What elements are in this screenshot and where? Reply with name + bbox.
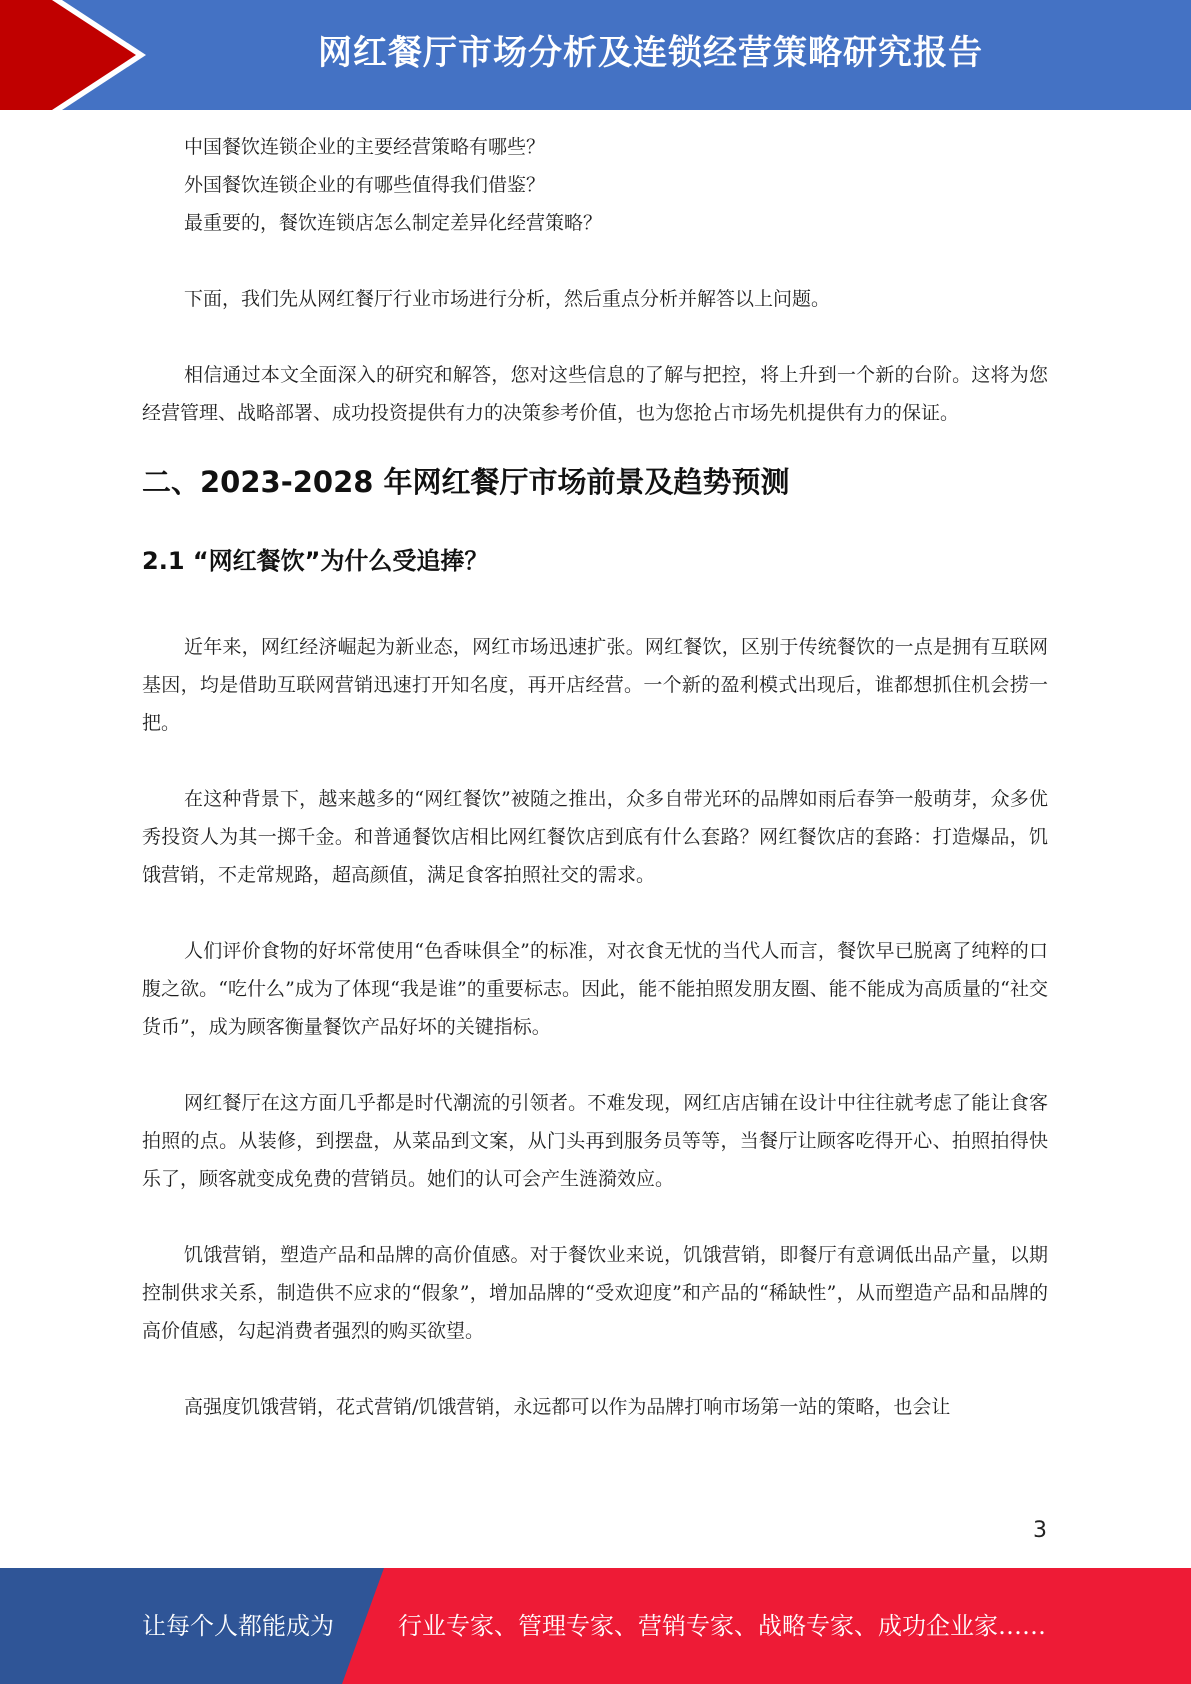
intro-paragraph-2: 相信通过本文全面深入的研究和解答，您对这些信息的了解与把控，将上升到一个新的台阶。这将为您经营管理、战略部署、成功投资提供有力的决策参考价值，也为您抢占市场先机提供有力的保证。 xyxy=(142,364,1048,424)
paragraph-2: 在这种背景下，越来越多的“网红餐饮”被随之推出，众多自带光环的品牌如雨后春笋一般萌芽，众多优秀投资人为其一掷千金。和普通餐饮店相比网红餐饮店到底有什么套路？网红餐饮店的套路：打造爆品，饥饿营销，不走常规路，超高颜值，满足食客拍照社交的需求。 xyxy=(142,788,1048,886)
intro-question-1: 中国餐饮连锁企业的主要经营策略有哪些？ xyxy=(184,136,546,158)
paragraph-6: 高强度饥饿营销，花式营销/饥饿营销，永远都可以作为品牌打响市场第一站的策略，也会让 xyxy=(184,1396,951,1418)
report-title: 网红餐厅市场分析及连锁经营策略研究报告 xyxy=(318,33,983,73)
intro-question-2: 外国餐饮连锁企业的有哪些值得我们借鉴？ xyxy=(184,174,546,196)
intro-question-3: 最重要的，餐饮连锁店怎么制定差异化经营策略？ xyxy=(184,212,603,234)
intro-paragraph-1: 下面，我们先从网红餐厅行业市场进行分析，然后重点分析并解答以上问题。 xyxy=(184,288,831,310)
page-footer xyxy=(0,1568,1191,1684)
paragraph-1: 近年来，网红经济崛起为新业态，网红市场迅速扩张。网红餐饮，区别于传统餐饮的一点是拥有互联网基因，均是借助互联网营销迅速打开知名度，再开店经营。一个新的盈利模式出现后，谁都想抓住机会捞一把。 xyxy=(142,636,1048,734)
header-chevron-icon xyxy=(0,0,160,110)
paragraph-5: 饥饿营销，塑造产品和品牌的高价值感。对于餐饮业来说，饥饿营销，即餐厅有意调低出品产量，以期控制供求关系，制造供不应求的“假象”，增加品牌的“受欢迎度”和产品的“稀缺性”，从而塑造产品和品牌的高价值感，勾起消费者强烈的购买欲望。 xyxy=(142,1244,1048,1342)
section-heading: 二、2023-2028 年网红餐厅市场前景及趋势预测 xyxy=(142,465,790,499)
page-header xyxy=(0,0,1191,110)
paragraph-4: 网红餐厅在这方面几乎都是时代潮流的引领者。不难发现，网红店店铺在设计中往往就考虑了能让食客拍照的点。从装修，到摆盘，从菜品到文案，从门头再到服务员等等，当餐厅让顾客吃得开心、拍照拍得快乐了，顾客就变成免费的营销员。她们的认可会产生涟漪效应。 xyxy=(142,1092,1048,1190)
subsection-heading: 2.1 “网红餐饮”为什么受追捧？ xyxy=(142,547,489,575)
paragraph-3: 人们评价食物的好坏常使用“色香味俱全”的标准，对衣食无忧的当代人而言，餐饮早已脱离了纯粹的口腹之欲。“吃什么”成为了体现“我是谁”的重要标志。因此，能不能拍照发朋友圈、能不能成为高质量的“社交货币”，成为顾客衡量餐饮产品好坏的关键指标。 xyxy=(142,940,1048,1038)
document-body xyxy=(142,128,1048,1426)
footer-slogan-right: 行业专家、管理专家、营销专家、战略专家、成功企业家…… xyxy=(398,1612,1046,1640)
page-number: 3 xyxy=(1033,1518,1047,1543)
footer-slogan-left: 让每个人都能成为 xyxy=(142,1612,334,1640)
